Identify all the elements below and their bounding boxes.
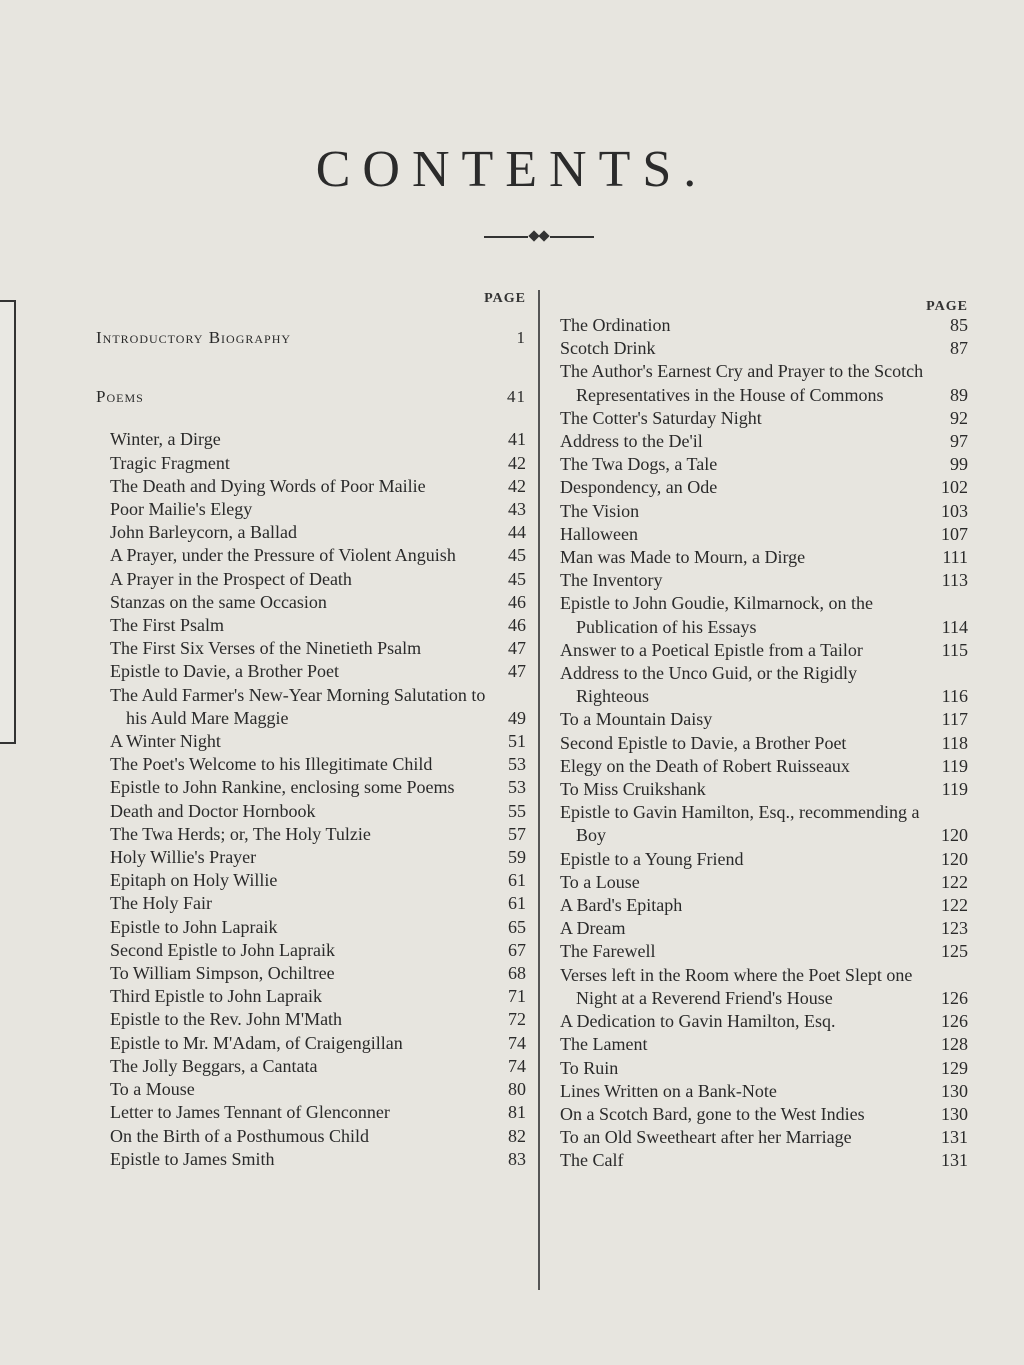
entry-title: Epistle to John Goudie, Kilmarnock, on the Publication of his Essays xyxy=(560,593,873,637)
entry-page: 41 xyxy=(508,429,526,450)
toc-entry xyxy=(96,521,526,544)
entry-title: Epistle to Gavin Hamilton, Esq., recommending a Boy xyxy=(560,802,920,846)
toc-entry xyxy=(560,639,968,662)
entry-title: Epistle to a Young Friend xyxy=(560,848,744,869)
entry-title: Second Epistle to John Lapraik xyxy=(110,939,335,960)
entry-title: The Ordination xyxy=(560,315,671,335)
entry-title: The First Psalm xyxy=(110,615,225,636)
toc-entry xyxy=(560,523,968,546)
entry-title: The Death and Dying Words of Poor Mailie xyxy=(110,475,426,496)
entry-title: Man was Made to Mourn, a Dirge xyxy=(560,547,806,568)
entry-page: 42 xyxy=(508,475,526,496)
entry-page: 55 xyxy=(508,800,526,821)
entry-page: 53 xyxy=(508,777,526,798)
entry-page: 49 xyxy=(508,707,526,728)
entry-title: Epistle to John Rankine, enclosing some Poems xyxy=(110,777,455,798)
entry-title: To a Mountain Daisy xyxy=(560,709,713,730)
entry-page: 103 xyxy=(941,500,968,521)
toc-entry xyxy=(96,544,526,567)
entry-page: 123 xyxy=(941,918,968,939)
entry-page: 65 xyxy=(508,916,526,937)
entry-page: 126 xyxy=(941,1011,968,1032)
entry-title: The Cotter's Saturday Night xyxy=(560,407,762,428)
entry-title: The Lament xyxy=(560,1034,648,1055)
entry-page: 118 xyxy=(941,732,968,753)
entry-page: 46 xyxy=(508,591,526,612)
toc-entry xyxy=(96,800,526,823)
entry-page: 74 xyxy=(508,1055,526,1076)
entry-title: To William Simpson, Ochiltree xyxy=(110,963,335,984)
toc-entry xyxy=(96,452,526,475)
entry-page: 114 xyxy=(941,616,968,637)
toc-entry xyxy=(560,662,968,708)
toc-entry xyxy=(560,940,968,963)
section-entry xyxy=(96,385,526,408)
entry-title: Despondency, an Ode xyxy=(560,477,718,498)
entry-title: Letter to James Tennant of Glenconner xyxy=(110,1102,390,1123)
section-title: Poems xyxy=(96,387,144,407)
entry-page: 46 xyxy=(508,615,526,636)
toc-entry xyxy=(560,917,968,940)
entry-page: 130 xyxy=(941,1103,968,1124)
entry-page: 57 xyxy=(508,823,526,844)
toc-entry xyxy=(96,1101,526,1124)
toc-entry xyxy=(560,755,968,778)
toc-entry xyxy=(96,428,526,451)
entry-title: Verses left in the Room where the Poet Slept one Night at a Reverend Friend's House xyxy=(560,964,913,1008)
entry-page: 92 xyxy=(950,407,968,428)
toc-entry xyxy=(560,407,968,430)
entry-page: 130 xyxy=(941,1080,968,1101)
entry-title: The Author's Earnest Cry and Prayer to the Scotch Representatives in the House of Commons xyxy=(560,361,924,405)
toc-entry xyxy=(560,592,968,638)
entry-title: A Prayer in the Prospect of Death xyxy=(110,568,352,589)
entry-page: 53 xyxy=(508,754,526,775)
entry-page: 122 xyxy=(941,871,968,892)
toc-entry xyxy=(560,569,968,592)
entry-page: 85 xyxy=(950,315,968,335)
entry-title: The First Six Verses of the Ninetieth Psalm xyxy=(110,638,422,659)
entry-page: 89 xyxy=(950,384,968,405)
entry-title: A Dream xyxy=(560,918,626,939)
page-column-label: PAGE xyxy=(926,299,968,314)
entry-page: 119 xyxy=(941,755,968,776)
entry-page: 120 xyxy=(941,848,968,869)
entry-title: Poor Mailie's Elegy xyxy=(110,499,253,520)
entry-page: 120 xyxy=(941,825,968,846)
entry-page: 131 xyxy=(941,1127,968,1148)
entry-page: 67 xyxy=(508,939,526,960)
entry-page: 74 xyxy=(508,1032,526,1053)
toc-entry xyxy=(96,823,526,846)
toc-entry xyxy=(560,430,968,453)
entry-page: 47 xyxy=(508,638,526,659)
toc-entry xyxy=(96,753,526,776)
entry-title: Stanzas on the same Occasion xyxy=(110,591,327,612)
entry-page: 129 xyxy=(941,1057,968,1078)
page-column-label: PAGE xyxy=(484,291,526,306)
toc-entry xyxy=(96,637,526,660)
entry-page: 128 xyxy=(941,1034,968,1055)
toc-entry xyxy=(96,568,526,591)
toc-entry xyxy=(96,475,526,498)
toc-entry xyxy=(560,1080,968,1103)
entry-page: 107 xyxy=(941,523,968,544)
page-title: CONTENTS. xyxy=(315,141,709,198)
entry-page: 81 xyxy=(508,1102,526,1123)
toc-entry xyxy=(560,1126,968,1149)
entry-title: A Prayer, under the Pressure of Violent Anguish xyxy=(110,545,456,566)
entry-page: 126 xyxy=(941,987,968,1008)
entry-title: The Vision xyxy=(560,500,640,521)
toc-entry xyxy=(96,846,526,869)
entry-page: 68 xyxy=(508,963,526,984)
entry-page: 111 xyxy=(942,547,968,568)
entry-title: To Miss Cruikshank xyxy=(560,779,706,800)
entry-title: The Holy Fair xyxy=(110,893,212,914)
toc-entry xyxy=(96,939,526,962)
entry-page: 43 xyxy=(508,499,526,520)
entry-title: The Farewell xyxy=(560,941,656,962)
entry-title: On the Birth of a Posthumous Child xyxy=(110,1125,370,1146)
entry-title: A Bard's Epitaph xyxy=(560,895,683,916)
entry-page: 102 xyxy=(941,477,968,498)
entry-page: 42 xyxy=(508,452,526,473)
entry-page: 71 xyxy=(508,986,526,1007)
entry-title: On a Scotch Bard, gone to the West Indies xyxy=(560,1103,865,1124)
toc-entry xyxy=(96,892,526,915)
toc-entry xyxy=(560,1149,968,1172)
toc-entry xyxy=(560,1057,968,1080)
entry-title: Epistle to James Smith xyxy=(110,1148,275,1169)
entry-title: Halloween xyxy=(560,523,638,544)
entry-title: The Auld Farmer's New-Year Morning Salutation to his Auld Mare Maggie xyxy=(110,684,486,728)
title-ornament xyxy=(484,232,594,242)
toc-entry xyxy=(96,498,526,521)
toc-entry xyxy=(560,708,968,731)
right-entries-list xyxy=(560,314,968,1173)
entry-page: 47 xyxy=(508,661,526,682)
toc-entry xyxy=(96,684,526,730)
left-entries-list xyxy=(96,428,526,1171)
column-divider xyxy=(538,290,540,1290)
entry-title: Scotch Drink xyxy=(560,338,656,359)
entry-title: The Twa Herds; or, The Holy Tulzie xyxy=(110,823,371,844)
toc-entry xyxy=(560,848,968,871)
toc-entry xyxy=(560,546,968,569)
toc-entry xyxy=(560,1103,968,1126)
toc-entry xyxy=(560,964,968,1010)
entry-title: John Barleycorn, a Ballad xyxy=(110,522,297,543)
toc-entry xyxy=(560,476,968,499)
entry-title: A Dedication to Gavin Hamilton, Esq. xyxy=(560,1011,836,1032)
section-entry xyxy=(96,326,526,349)
entry-page: 115 xyxy=(941,639,968,660)
toc-entry xyxy=(96,730,526,753)
toc-entry xyxy=(96,614,526,637)
section-page: 41 xyxy=(507,387,526,407)
entry-title: To Ruin xyxy=(560,1057,619,1078)
toc-entry xyxy=(96,776,526,799)
toc-entry xyxy=(560,337,968,360)
entry-page: 59 xyxy=(508,847,526,868)
entry-page: 116 xyxy=(941,686,968,707)
entry-title: The Twa Dogs, a Tale xyxy=(560,454,718,475)
toc-entry xyxy=(560,732,968,755)
entry-title: To a Louse xyxy=(560,871,640,892)
toc-entry xyxy=(96,869,526,892)
toc-entry xyxy=(560,1033,968,1056)
contents-right-column xyxy=(560,300,968,1173)
toc-entry xyxy=(560,314,968,337)
entry-title: Second Epistle to Davie, a Brother Poet xyxy=(560,732,847,753)
entry-title: Address to the De'il xyxy=(560,431,703,452)
entry-page: 83 xyxy=(508,1148,526,1169)
facing-page-edge xyxy=(0,300,16,744)
entry-page: 44 xyxy=(508,522,526,543)
entry-title: The Inventory xyxy=(560,570,663,591)
toc-entry xyxy=(96,1078,526,1101)
entry-title: Address to the Unco Guid, or the Rigidly Righteous xyxy=(560,663,857,707)
toc-entry xyxy=(96,1008,526,1031)
entry-title: Death and Doctor Hornbook xyxy=(110,800,316,821)
toc-entry xyxy=(96,916,526,939)
toc-entry xyxy=(560,871,968,894)
entry-page: 97 xyxy=(950,431,968,452)
section-page: 1 xyxy=(516,328,526,347)
entry-page: 87 xyxy=(950,338,968,359)
entry-title: Elegy on the Death of Robert Ruisseaux xyxy=(560,755,850,776)
entry-page: 125 xyxy=(941,941,968,962)
entry-page: 72 xyxy=(508,1009,526,1030)
toc-entry xyxy=(96,1055,526,1078)
entry-page: 80 xyxy=(508,1079,526,1100)
toc-entry xyxy=(560,1010,968,1033)
toc-entry xyxy=(560,360,968,406)
entry-page: 119 xyxy=(941,779,968,800)
entry-page: 45 xyxy=(508,568,526,589)
toc-entry xyxy=(96,962,526,985)
entry-page: 122 xyxy=(941,895,968,916)
entry-page: 61 xyxy=(508,870,526,891)
entry-title: Epistle to Mr. M'Adam, of Craigengillan xyxy=(110,1032,403,1053)
entry-title: Third Epistle to John Lapraik xyxy=(110,986,322,1007)
entry-title: Holy Willie's Prayer xyxy=(110,847,257,868)
entry-title: Lines Written on a Bank-Note xyxy=(560,1080,777,1101)
entry-title: The Jolly Beggars, a Cantata xyxy=(110,1055,318,1076)
entry-page: 117 xyxy=(941,709,968,730)
toc-entry xyxy=(560,894,968,917)
toc-entry xyxy=(96,985,526,1008)
entry-page: 82 xyxy=(508,1125,526,1146)
toc-entry xyxy=(560,500,968,523)
entry-title: Epitaph on Holy Willie xyxy=(110,870,278,891)
entry-title: Epistle to the Rev. John M'Math xyxy=(110,1009,343,1030)
toc-entry xyxy=(96,591,526,614)
entry-page: 99 xyxy=(950,454,968,475)
contents-left-column xyxy=(96,288,526,1171)
toc-entry xyxy=(560,801,968,847)
entry-page: 45 xyxy=(508,545,526,566)
entry-page: 61 xyxy=(508,893,526,914)
entry-page: 51 xyxy=(508,731,526,752)
entry-title: To a Mouse xyxy=(110,1079,195,1100)
entry-title: Epistle to Davie, a Brother Poet xyxy=(110,661,339,682)
toc-entry xyxy=(96,1125,526,1148)
entry-title: The Calf xyxy=(560,1150,624,1171)
toc-entry xyxy=(96,660,526,683)
entry-title: A Winter Night xyxy=(110,731,221,752)
entry-page: 131 xyxy=(941,1150,968,1171)
entry-page: 113 xyxy=(941,570,968,591)
toc-entry xyxy=(560,778,968,801)
entry-title: Tragic Fragment xyxy=(110,452,230,473)
section-title: Introductory Biography xyxy=(96,328,292,347)
entry-title: The Poet's Welcome to his Illegitimate Child xyxy=(110,754,433,775)
entry-title: Answer to a Poetical Epistle from a Tailor xyxy=(560,639,863,660)
toc-entry xyxy=(96,1148,526,1171)
toc-entry xyxy=(96,1032,526,1055)
entry-title: Winter, a Dirge xyxy=(110,429,221,450)
entry-title: To an Old Sweetheart after her Marriage xyxy=(560,1127,852,1148)
entry-title: Epistle to John Lapraik xyxy=(110,916,278,937)
toc-entry xyxy=(560,453,968,476)
